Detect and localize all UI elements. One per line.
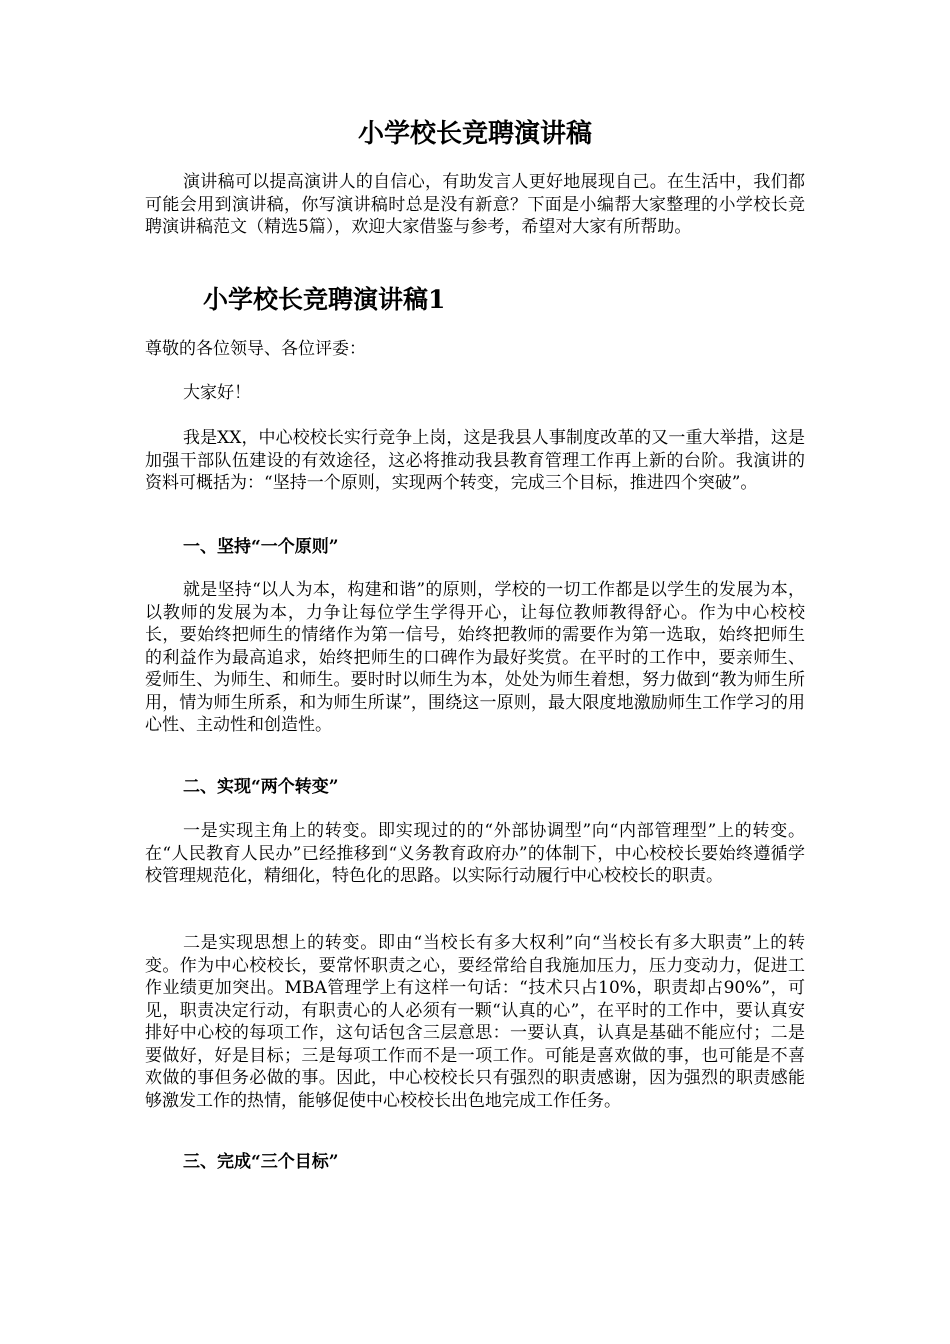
transformation-one-paragraph: 一是实现主角上的转变。即实现过的的“外部协调型”向“内部管理型”上的转变。在“人民教育人民办”已经推移到“义务教育政府办”的体制下，中心校校长要始终遵循学校管理规范化，精细化，特色化的思路。以实际行动履行中心校校长的职责。 <box>145 821 805 886</box>
heading-transformations: 二、实现“两个转变” <box>183 777 339 797</box>
intro-paragraph: 演讲稿可以提高演讲人的自信心，有助发言人更好地展现自己。在生活中，我们都可能会用到演讲稿，你写演讲稿时总是没有新意？下面是小编帮大家整理的小学校长竞聘演讲稿范文（精选5篇），欢迎大家借鉴与参考，希望对大家有所帮助。 <box>145 172 805 237</box>
section-title: 小学校长竞聘演讲稿1 <box>203 285 446 314</box>
document-title: 小学校长竞聘演讲稿 <box>357 119 592 149</box>
salutation: 尊敬的各位领导、各位评委： <box>145 339 366 359</box>
heading-principle: 一、坚持“一个原则” <box>183 537 339 557</box>
heading-goals: 三、完成“三个目标” <box>183 1152 339 1172</box>
opening-paragraph: 我是XX，中心校校长实行竞争上岗，这是我县人事制度改革的又一重大举措，这是加强干部队伍建设的有效途径，这必将推动我县教育管理工作再上新的台阶。我演讲的资料可概括为：“坚持一个原则，实现两个转变，完成三个目标，推进四个突破”。 <box>145 428 805 493</box>
transformation-two-paragraph: 二是实现思想上的转变。即由“当校长有多大权利”向“当校长有多大职责”上的转变。作为中心校校长，要常怀职责之心，要经常给自我施加压力，压力变动力，促进工作业绩更加突出。MBA管理学上有这样一句话：“技术只占10%，职责却占90%”，可见，职责决定行动，有职责心的人必须有一颗“认真的心”，在平时的工作中，要认真安排好中心校的每项工作，这句话包含三层意思：一要认真，认真是基础不能应付；二是要做好，好是目标；三是每项工作而不是一项工作。可能是喜欢做的事，也可能是不喜欢做的事但务必做的事。因此，中心校校长只有强烈的职责感谢，因为强烈的职责感能够激发工作的热情，能够促使中心校校长出色地完成工作任务。 <box>145 933 805 1111</box>
principle-paragraph: 就是坚持“以人为本，构建和谐”的原则，学校的一切工作都是以学生的发展为本，以教师的发展为本，力争让每位学生学得开心，让每位教师教得舒心。作为中心校校长，要始终把师生的情绪作为第一信号，始终把教师的需要作为第一选取，始终把师生的利益作为最高追求，始终把师生的口碑作为最好奖赏。在平时的工作中，要亲师生、爱师生、为师生、和师生。要时时以师生为本，处处为师生着想，努力做到“教为师生所用，情为师生所系，和为师生所谋”，围绕这一原则，最大限度地激励师生工作学习的用心性、主动性和创造性。 <box>145 580 805 735</box>
greeting: 大家好！ <box>183 383 251 403</box>
